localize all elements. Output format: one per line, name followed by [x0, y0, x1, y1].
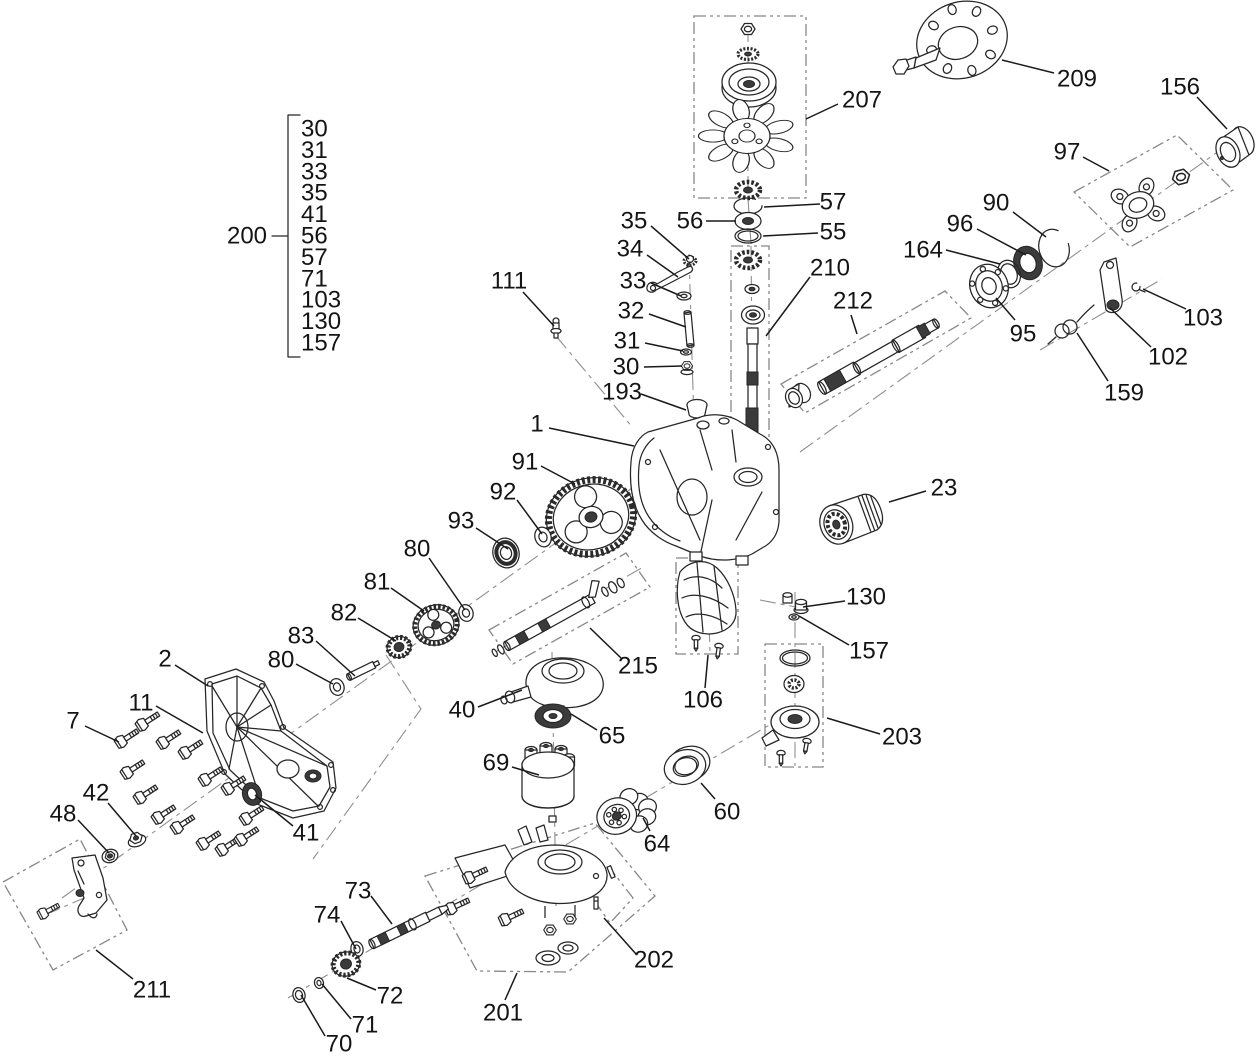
callout-23: 23	[930, 474, 958, 502]
callout-201: 201	[482, 999, 524, 1027]
callout-207: 207	[841, 86, 883, 114]
callout-212: 212	[832, 287, 874, 315]
callout-32: 32	[617, 297, 645, 325]
leader-201	[505, 973, 517, 1000]
callout-layer	[50, 60, 1227, 1058]
group-200-item-57: 57	[301, 243, 328, 271]
leader-80	[296, 664, 333, 684]
leader-48	[78, 820, 109, 853]
wheel-hub-209	[893, 0, 1017, 90]
callout-31: 31	[613, 327, 641, 355]
group-200-item-103: 103	[301, 286, 342, 314]
callout-93: 93	[447, 507, 475, 535]
vent-fitting-111	[551, 318, 561, 338]
callout-74: 74	[313, 901, 341, 929]
pulley	[722, 63, 776, 107]
leader-159	[1077, 333, 1108, 381]
callout-80: 80	[403, 535, 431, 563]
leader-73	[371, 896, 392, 924]
callout-211: 211	[132, 976, 172, 1004]
leader-60	[701, 783, 715, 799]
leader-157	[799, 616, 849, 645]
callout-80: 80	[267, 646, 295, 674]
callout-2: 2	[158, 645, 172, 673]
callout-202: 202	[633, 946, 675, 974]
callout-71: 71	[351, 1011, 379, 1039]
group-200-item-56: 56	[301, 222, 328, 250]
group-200-item-130: 130	[301, 308, 342, 336]
leader-207	[806, 104, 838, 119]
callout-103: 103	[1182, 304, 1224, 332]
bracket-kit-211	[36, 855, 107, 921]
leader-83	[316, 641, 355, 676]
leader-203	[827, 718, 880, 734]
callout-106: 106	[682, 686, 724, 714]
callout-1: 1	[530, 410, 544, 438]
callout-111: 111	[490, 267, 528, 295]
group-200-item-35: 35	[301, 179, 328, 207]
callout-70: 70	[325, 1030, 353, 1058]
callout-7: 7	[66, 707, 80, 735]
callout-48: 48	[49, 800, 77, 828]
callout-72: 72	[376, 982, 404, 1010]
group-200-item-30: 30	[301, 115, 328, 143]
leader-23	[889, 491, 926, 502]
leader-7	[85, 726, 119, 742]
leader-92	[517, 500, 542, 534]
leader-111	[523, 292, 554, 326]
bushing-156	[1211, 123, 1258, 171]
leader-71	[322, 984, 351, 1019]
callout-159: 159	[1103, 379, 1145, 407]
main-housing-1	[630, 415, 779, 565]
control-arm-34	[647, 256, 694, 293]
center-section-kit-201	[443, 825, 607, 965]
callout-81: 81	[363, 568, 391, 596]
callout-33: 33	[619, 267, 647, 295]
callout-92: 92	[489, 478, 517, 506]
fan-nut	[741, 24, 755, 35]
callout-102: 102	[1147, 343, 1189, 371]
callout-96: 96	[946, 210, 974, 238]
shaft-73	[367, 902, 450, 951]
leader-130	[803, 601, 845, 607]
callout-200: 200	[226, 222, 268, 250]
leader-65	[571, 714, 597, 730]
brake-shaft-215	[485, 568, 626, 659]
callout-30: 30	[612, 353, 640, 381]
callout-69: 69	[482, 749, 510, 777]
final-gear-91	[537, 468, 644, 567]
leader-74	[341, 921, 356, 949]
leader-81	[391, 588, 424, 611]
seal-65	[535, 704, 571, 728]
pinion-82	[385, 634, 414, 660]
callout-42: 42	[82, 779, 110, 807]
leader-34	[647, 255, 678, 277]
o-ring-55	[735, 229, 761, 243]
cooling-fan	[699, 99, 796, 174]
group-200-item-31: 31	[301, 136, 328, 164]
callout-56: 56	[676, 207, 704, 235]
callout-35: 35	[620, 207, 648, 235]
leader-103	[1143, 289, 1186, 309]
washer-71	[313, 977, 325, 990]
leader-11	[156, 706, 203, 733]
callout-90: 90	[982, 189, 1010, 217]
group-200-item-71: 71	[301, 265, 328, 293]
group-200-item-157: 157	[301, 329, 342, 357]
callout-55: 55	[819, 218, 847, 246]
side-cover-2	[205, 669, 336, 818]
leader-1	[549, 428, 634, 446]
leader-2	[175, 665, 208, 686]
leader-212	[851, 315, 857, 334]
axle-shaft-212	[816, 316, 942, 395]
callout-193: 193	[601, 378, 643, 406]
group-200-item-41: 41	[301, 201, 328, 229]
callout-57: 57	[819, 188, 847, 216]
callout-83: 83	[287, 622, 315, 650]
washer-157	[789, 614, 799, 620]
spring-159	[1048, 305, 1094, 344]
leader-211	[96, 950, 133, 979]
leader-82	[358, 618, 396, 641]
leader-193	[641, 394, 686, 410]
leader-106	[705, 655, 708, 688]
leader-90	[1013, 212, 1046, 237]
washer-80b	[328, 677, 347, 697]
callout-164: 164	[902, 236, 944, 264]
callout-209: 209	[1056, 65, 1098, 93]
thrust-race-60	[659, 741, 715, 790]
nut-42	[126, 830, 148, 849]
callout-130: 130	[845, 583, 887, 611]
leader-32	[649, 314, 686, 327]
callout-65: 65	[598, 722, 626, 750]
leader-102	[1110, 308, 1151, 347]
nut-48	[100, 847, 119, 865]
bearing-95	[964, 259, 1015, 313]
leader-97	[1083, 157, 1109, 171]
callout-91: 91	[511, 448, 539, 476]
callout-157: 157	[848, 637, 890, 665]
plug-193	[687, 400, 707, 419]
pin-32	[684, 311, 694, 348]
leader-57	[764, 204, 820, 207]
group-200-bracket	[272, 115, 300, 357]
box-97	[1074, 135, 1233, 247]
leader-91	[541, 466, 575, 484]
cylinder-block-69	[522, 743, 575, 823]
callout-60: 60	[713, 798, 741, 826]
callout-215: 215	[617, 652, 659, 680]
callout-95: 95	[1009, 320, 1037, 348]
leader-70	[301, 995, 325, 1036]
leader-80	[429, 558, 465, 610]
callout-203: 203	[881, 723, 923, 751]
leader-55	[763, 233, 818, 236]
gear-81	[409, 600, 464, 651]
charge-pump-kit-203	[762, 650, 819, 766]
callout-82: 82	[330, 599, 358, 627]
callout-97: 97	[1053, 138, 1081, 166]
leader-96	[977, 229, 1026, 255]
leader-42	[108, 803, 136, 836]
axle-hub-97	[1105, 168, 1191, 238]
leader-156	[1197, 97, 1227, 129]
leader-210	[766, 277, 810, 336]
pin-83	[346, 659, 381, 681]
oil-filter-23	[814, 490, 887, 549]
washer-80a	[457, 603, 476, 623]
callout-156: 156	[1159, 73, 1201, 101]
leader-215	[590, 628, 621, 658]
washer-31	[681, 349, 692, 355]
leader-164	[946, 250, 1000, 264]
leader-209	[1002, 60, 1054, 73]
callout-64: 64	[643, 830, 671, 858]
clip-103	[1132, 283, 1145, 292]
washer-56	[735, 213, 761, 230]
callout-210: 210	[809, 254, 851, 282]
callout-40: 40	[448, 696, 476, 724]
callout-73: 73	[344, 877, 372, 905]
callout-34: 34	[616, 235, 644, 263]
nut-30	[681, 362, 693, 375]
leader-72	[347, 978, 376, 990]
washer-33	[677, 292, 691, 300]
leader-31	[645, 343, 683, 351]
callout-41: 41	[292, 819, 320, 847]
brake-lever-102	[1100, 258, 1122, 313]
group-200-item-33: 33	[301, 158, 328, 186]
guard-cover-106	[677, 562, 736, 660]
axle-bushing	[782, 380, 814, 410]
leader-30	[644, 366, 682, 367]
callout-11: 11	[128, 689, 154, 717]
